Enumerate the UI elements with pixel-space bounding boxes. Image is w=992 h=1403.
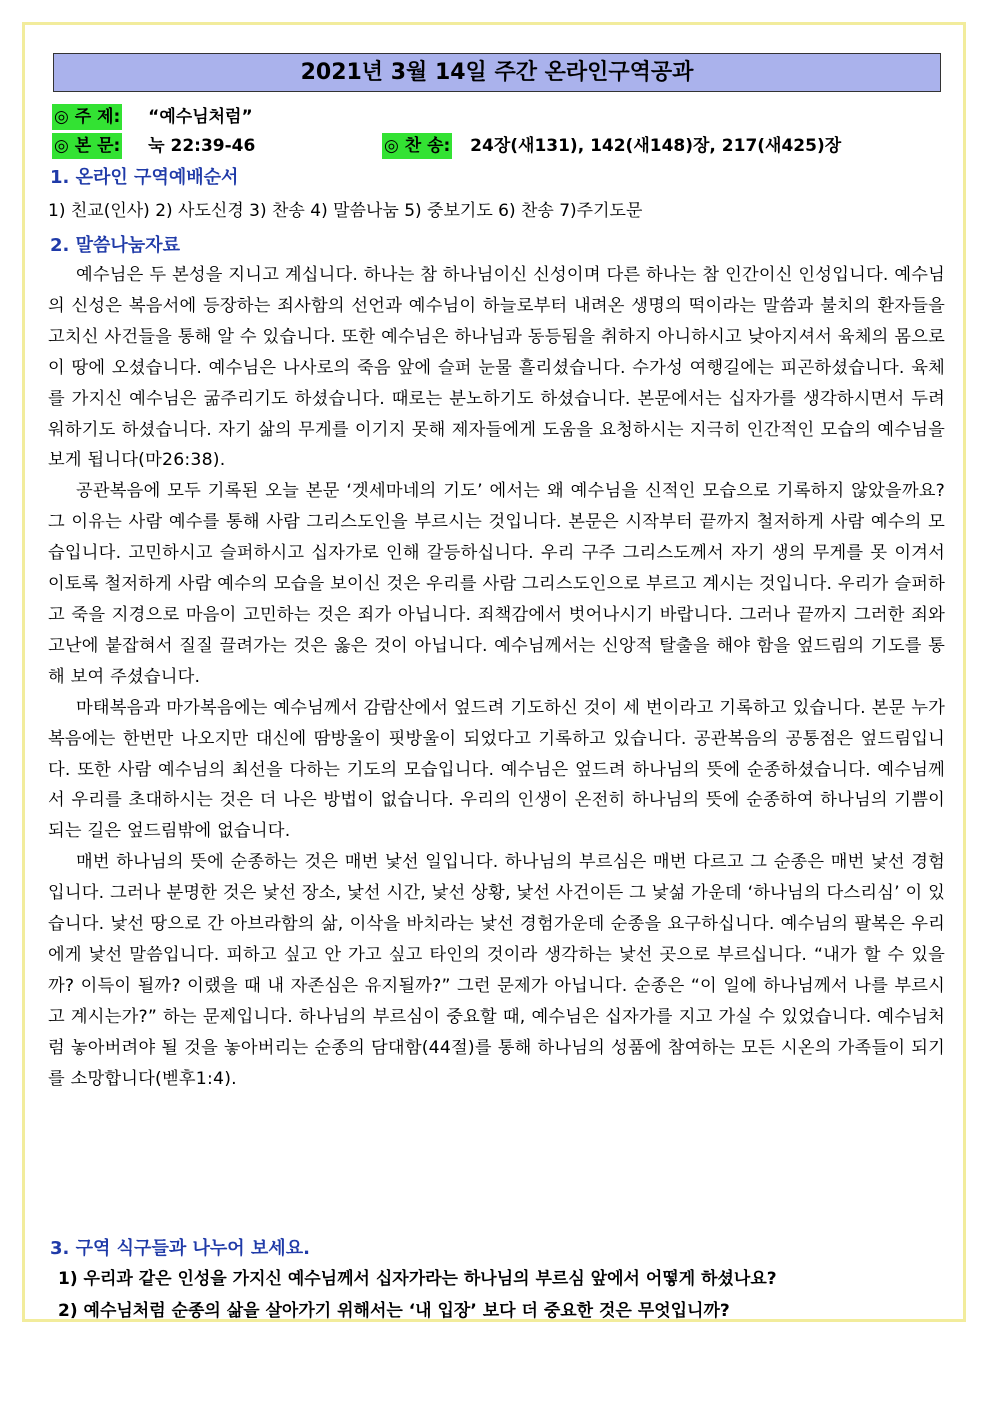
theme-row	[52, 104, 253, 130]
section2-heading: 2. 말씀나눔자료	[50, 235, 180, 256]
hymn-row	[382, 133, 841, 159]
scripture-value: 눅 22:39-46	[148, 136, 256, 156]
section1-heading: 1. 온라인 구역예배순서	[50, 167, 239, 188]
sermon-text	[48, 260, 945, 1094]
paragraph: 공관복음에 모두 기록된 오늘 본문 ‘겟세마네의 기도’ 에서는 왜 예수님을 신적인 모습으로 기록하지 않았을까요? 그 이유는 사람 예수를 통해 사람 그리스도인을 부르시는 것입니다. 본문은 시작부터 끝까지 철저하게 사람 예수의 모습입니다. 고민하시고 슬퍼하시고 십자가로 인해 갈등하십니다. 우리 구주 그리스도께서 자기 생의 무게를 못 이겨서 이토록 철저하게 사람 예수의 모습을 보이신 것은 우리를 사람 그리스도인으로 부르고 계시는 것입니다. 우리가 슬퍼하고 죽을 지경으로 마음이 고민하는 것은 죄가 아닙니다. 죄책감에서 벗어나시기 바랍니다. 그러나 끝까지 그러한 죄와 고난에 붙잡혀서 질질 끌려가는 것은 옳은 것이 아닙니다. 예수님께서는 신앙적 탈출을 해야 함을 엎드림의 기도를 통해 보여 주셨습니다.	[48, 481, 945, 687]
scripture-row	[52, 133, 255, 159]
page-title: 2021년 3월 14일 주간 온라인구역공과	[53, 53, 941, 92]
paragraph: 예수님은 두 본성을 지니고 계십니다. 하나는 참 하나님이신 신성이며 다른 하나는 참 인간이신 인성입니다. 예수님의 신성은 복음서에 등장하는 죄사함의 선언과 예수님이 하늘로부터 내려온 생명의 떡이라는 말씀과 불치의 환자들을 고치신 사건들을 통해 알 수 있습니다. 또한 예수님은 하나님과 동등됨을 취하지 아니하시고 낮아지셔서 육체의 몸으로 이 땅에 오셨습니다. 예수님은 나사로의 죽음 앞에 슬퍼 눈물 흘리셨습니다. 수가성 여행길에는 피곤하셨습니다. 육체를 가지신 예수님은 굶주리기도 하셨습니다. 때로는 분노하기도 하셨습니다. 본문에서는 십자가를 생각하시면서 두려워하기도 하셨습니다. 자기 삶의 무게를 이기지 못해 제자들에게 도움을 요청하시는 지극히 인간적인 모습의 예수님을 보게 됩니다(마26:38).	[48, 265, 945, 471]
paragraph: 매번 하나님의 뜻에 순종하는 것은 매번 낯선 일입니다. 하나님의 부르심은 매번 다르고 그 순종은 매번 낯선 경험입니다. 그러나 분명한 것은 낯선 장소, 낯선 시간, 낯선 상황, 낯선 사건이든 그 낯섦 가운데 ‘하나님의 다스리심’ 이 있습니다. 낯선 땅으로 간 아브라함의 삶, 이삭을 바치라는 낯선 경험가운데 순종을 요구하십니다. 예수님의 팔복은 우리에게 낯선 말씀입니다. 피하고 싶고 안 가고 싶고 타인의 것이라 생각하는 낯선 곳으로 부르십니다. “내가 할 수 있을까? 이득이 될까? 이랬을 때 내 자존심은 유지될까?” 그런 문제가 아닙니다. 순종은 “이 일에 하나님께서 나를 부르시고 계시는가?” 하는 문제입니다. 하나님의 부르심이 중요할 때, 예수님은 십자가를 지고 가실 수 있었습니다. 예수님처럼 놓아버려야 될 것을 놓아버리는 순종의 담대함(44절)를 통해 하나님의 성품에 참여하는 모든 시온의 가족들이 되기를 소망합니다(벧후1:4).	[48, 852, 945, 1089]
hymn-label: ◎ 찬 송:	[382, 133, 452, 159]
theme-value: “예수님처럼”	[148, 107, 253, 127]
discussion-questions	[58, 1263, 938, 1327]
question-item: 2) 예수님처럼 순종의 삶을 살아가기 위해서는 ‘내 입장’ 보다 더 중요한 것은 무엇입니까?	[58, 1301, 730, 1321]
worship-order: 1) 친교(인사) 2) 사도신경 3) 찬송 4) 말씀나눔 5) 중보기도 6) 찬송 7)주기도문	[48, 201, 643, 221]
question-item: 1) 우리과 같은 인성을 가지신 예수님께서 십자가라는 하나님의 부르심 앞에서 어떻게 하셨나요?	[58, 1269, 777, 1289]
hymn-value: 24장(새131), 142(새148)장, 217(새425)장	[470, 136, 842, 156]
section3-heading: 3. 구역 식구들과 나누어 보세요.	[50, 1238, 310, 1259]
theme-label: ◎ 주 제:	[52, 104, 122, 130]
paragraph: 마태복음과 마가복음에는 예수님께서 감람산에서 엎드려 기도하신 것이 세 번이라고 기록하고 있습니다. 본문 누가복음에는 한번만 나오지만 대신에 땀방울이 핏방울이 되었다고 기록하고 있습니다. 공관복음의 공통점은 엎드림입니다. 또한 사람 예수님의 최선을 다하는 기도의 모습입니다. 예수님은 엎드려 하나님의 뜻에 순종하셨습니다. 예수님께서 우리를 초대하시는 것은 더 나은 방법이 없습니다. 우리의 인생이 온전히 하나님의 뜻에 순종하여 하나님의 기쁨이 되는 길은 엎드림밖에 없습니다.	[48, 697, 945, 842]
scripture-label: ◎ 본 문:	[52, 133, 122, 159]
